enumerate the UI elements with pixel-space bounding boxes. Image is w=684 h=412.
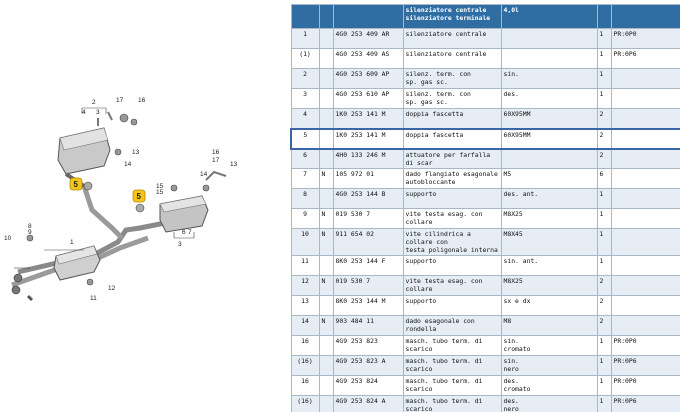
- exhaust-pipe-upper: [84, 186, 122, 238]
- code-cell: PR:0P6: [611, 356, 680, 376]
- mount-hw: [87, 279, 93, 285]
- position-cell: 12: [291, 276, 319, 296]
- part-label: 7: [188, 229, 192, 236]
- note-cell: 60X95MM: [501, 109, 597, 129]
- table-row[interactable]: [291, 149, 680, 169]
- quantity-cell: 1: [597, 209, 611, 229]
- prefix-cell: [319, 356, 333, 376]
- part-number-cell: 8K0 253 144 M: [333, 296, 403, 316]
- header-cell: [597, 5, 611, 29]
- note-cell: des. cromato: [501, 376, 597, 396]
- prefix-cell: N: [319, 316, 333, 336]
- position-cell: 10: [291, 229, 319, 256]
- description-cell: silenziatore centrale: [403, 29, 501, 49]
- part-label: 16: [138, 97, 146, 104]
- part-label: 15: [156, 189, 164, 196]
- header-cell: [611, 5, 680, 29]
- code-cell: [611, 89, 680, 109]
- part-label: 9: [28, 229, 32, 236]
- code-cell: PR:0P0: [611, 29, 680, 49]
- exhaust-pipe-lower: [18, 220, 180, 272]
- rear-muffler-left: [58, 112, 112, 186]
- code-cell: [611, 69, 680, 89]
- position-cell: 5: [291, 129, 319, 149]
- center-muffler: [54, 246, 100, 280]
- quantity-cell: 1: [597, 49, 611, 69]
- callout-5-right[interactable]: [133, 190, 145, 202]
- note-cell: M8X25: [501, 276, 597, 296]
- prefix-cell: [319, 109, 333, 129]
- callout-5-left[interactable]: [70, 178, 82, 190]
- clamp-hw: [84, 182, 92, 190]
- prefix-cell: [319, 376, 333, 396]
- part-label: 17: [116, 97, 124, 104]
- quantity-cell: 2: [597, 129, 611, 149]
- part-number-cell: 4G9 253 824: [333, 376, 403, 396]
- callout-label: 5: [73, 180, 78, 189]
- prefix-cell: [319, 396, 333, 412]
- table-row[interactable]: [291, 69, 680, 89]
- bracket-hw: [171, 185, 177, 191]
- prefix-cell: [319, 189, 333, 209]
- part-label: 3: [178, 241, 182, 248]
- table-row[interactable]: [291, 356, 680, 376]
- position-cell: 7: [291, 169, 319, 189]
- part-label: 2: [92, 99, 96, 106]
- description-cell: silenziatore centrale: [403, 49, 501, 69]
- position-cell: 13: [291, 296, 319, 316]
- part-number-cell: 4G0 253 609 AP: [333, 69, 403, 89]
- code-cell: [611, 209, 680, 229]
- quantity-cell: 1: [597, 89, 611, 109]
- note-cell: M8X25: [501, 209, 597, 229]
- table-row[interactable]: [291, 316, 680, 336]
- part-label: 11: [90, 295, 97, 302]
- table-row[interactable]: [291, 109, 680, 129]
- note-cell: M8X45: [501, 229, 597, 256]
- clamp-hw: [120, 114, 128, 122]
- part-number-cell: 4G0 253 144 B: [333, 189, 403, 209]
- note-cell: sin. nero: [501, 356, 597, 376]
- code-cell: [611, 129, 680, 149]
- code-cell: [611, 276, 680, 296]
- table-header: [291, 5, 680, 29]
- note-cell: [501, 29, 597, 49]
- note-cell: sin. ant.: [501, 256, 597, 276]
- parts-table: [290, 4, 680, 412]
- position-cell: 3: [291, 89, 319, 109]
- note-cell: [501, 49, 597, 69]
- table-row[interactable]: [291, 89, 680, 109]
- part-label: 6: [182, 229, 186, 236]
- table-row[interactable]: [291, 189, 680, 209]
- note-cell: sin.: [501, 69, 597, 89]
- position-cell: 16: [291, 336, 319, 356]
- clamp-hw: [131, 119, 137, 125]
- description-cell: silenz. term. con sp. gas sc.: [403, 89, 501, 109]
- position-cell: 6: [291, 149, 319, 169]
- part-number-cell: 019 530 7: [333, 209, 403, 229]
- quantity-cell: 2: [597, 296, 611, 316]
- part-number-cell: 8K0 253 144 F: [333, 256, 403, 276]
- code-cell: [611, 316, 680, 336]
- quantity-cell: 2: [597, 316, 611, 336]
- part-number-cell: 4G9 253 823: [333, 336, 403, 356]
- quantity-cell: 1: [597, 29, 611, 49]
- note-cell: des. ant.: [501, 189, 597, 209]
- clamp-hw: [136, 204, 144, 212]
- description-cell: vite testa esag. con collare: [403, 276, 501, 296]
- position-cell: 4: [291, 109, 319, 129]
- description-cell: silenz. term. con sp. gas sc.: [403, 69, 501, 89]
- parts-table-container[interactable]: [290, 4, 680, 412]
- description-cell: supporto: [403, 256, 501, 276]
- prefix-cell: [319, 256, 333, 276]
- part-number-cell: 4G9 253 823 A: [333, 356, 403, 376]
- part-label: 3: [96, 109, 100, 116]
- description-cell: masch. tubo term. di scarico: [403, 336, 501, 356]
- table-row[interactable]: [291, 169, 680, 189]
- quantity-cell: 2: [597, 276, 611, 296]
- part-number-cell: 911 654 02: [333, 229, 403, 256]
- quantity-cell: 1: [597, 376, 611, 396]
- code-cell: PR:0P6: [611, 49, 680, 69]
- description-cell: dado flangiato esagonale autobloccante: [403, 169, 501, 189]
- quantity-cell: 2: [597, 149, 611, 169]
- tail-tip: [14, 274, 22, 282]
- description-cell: doppia fascetta: [403, 129, 501, 149]
- code-cell: [611, 149, 680, 169]
- code-cell: [611, 109, 680, 129]
- prefix-cell: [319, 29, 333, 49]
- prefix-cell: N: [319, 229, 333, 256]
- part-number-cell: 4G9 253 824 A: [333, 396, 403, 412]
- part-label: 4: [82, 109, 86, 116]
- position-cell: (1): [291, 49, 319, 69]
- bracket-hw: [203, 185, 209, 191]
- header-cell: [291, 5, 319, 29]
- exhaust-diagram-drawing: [0, 0, 286, 412]
- code-cell: PR:0P6: [611, 396, 680, 412]
- description-cell: doppia fascetta: [403, 109, 501, 129]
- position-cell: (16): [291, 396, 319, 412]
- code-cell: PR:0P0: [611, 376, 680, 396]
- callout-label: 5: [136, 192, 141, 201]
- part-label: 8: [28, 223, 32, 230]
- part-number-cell: 4H0 133 246 M: [333, 149, 403, 169]
- rear-muffler-right: [160, 172, 226, 232]
- table-row[interactable]: [291, 229, 680, 256]
- table-row[interactable]: [291, 296, 680, 316]
- part-number-cell: 4G0 253 409 AR: [333, 29, 403, 49]
- description-cell: vite cilindrica a collare con testa poligonale interna: [403, 229, 501, 256]
- quantity-cell: 1: [597, 256, 611, 276]
- header-cell: 4,0l: [501, 5, 597, 29]
- position-cell: 9: [291, 209, 319, 229]
- prefix-cell: [319, 336, 333, 356]
- part-label: 14: [124, 161, 132, 168]
- position-cell: 16: [291, 376, 319, 396]
- header-cell: [319, 5, 333, 29]
- prefix-cell: [319, 296, 333, 316]
- part-number-cell: 105 972 01: [333, 169, 403, 189]
- table-row[interactable]: [291, 29, 680, 49]
- quantity-cell: 1: [597, 189, 611, 209]
- quantity-cell: 6: [597, 169, 611, 189]
- part-label: 12: [108, 285, 116, 292]
- note-cell: M8: [501, 316, 597, 336]
- part-number-cell: 903 484 11: [333, 316, 403, 336]
- note-cell: 60X95MM: [501, 129, 597, 149]
- part-label: 10: [4, 235, 12, 242]
- part-number-cell: 019 530 7: [333, 276, 403, 296]
- part-number-cell: 4G0 253 610 AP: [333, 89, 403, 109]
- quantity-cell: 1: [597, 69, 611, 89]
- note-cell: M5: [501, 169, 597, 189]
- table-row[interactable]: [291, 49, 680, 69]
- part-label: 1: [70, 239, 74, 246]
- prefix-cell: N: [319, 209, 333, 229]
- note-cell: des. nero: [501, 396, 597, 412]
- part-number-cell: 4G0 253 409 AS: [333, 49, 403, 69]
- position-cell: 14: [291, 316, 319, 336]
- description-cell: masch. tubo term. di scarico: [403, 356, 501, 376]
- part-label: 17: [212, 157, 220, 164]
- table-row[interactable]: [291, 209, 680, 229]
- header-cell: silenziatore centrale silenziatore terminale: [403, 5, 501, 29]
- description-cell: masch. tubo term. di scarico: [403, 396, 501, 412]
- prefix-cell: N: [319, 169, 333, 189]
- quantity-cell: 1: [597, 356, 611, 376]
- code-cell: [611, 169, 680, 189]
- prefix-cell: N: [319, 276, 333, 296]
- description-cell: supporto: [403, 296, 501, 316]
- header-cell: [333, 5, 403, 29]
- prefix-cell: [319, 49, 333, 69]
- bracket-hw: [115, 149, 121, 155]
- code-cell: [611, 189, 680, 209]
- quantity-cell: 2: [597, 109, 611, 129]
- quantity-cell: 1: [597, 336, 611, 356]
- note-cell: [501, 149, 597, 169]
- code-cell: PR:0P0: [611, 336, 680, 356]
- code-cell: [611, 296, 680, 316]
- position-cell: 2: [291, 69, 319, 89]
- exhaust-diagram: [0, 0, 286, 412]
- description-cell: dado esagonale con rondella: [403, 316, 501, 336]
- quantity-cell: 1: [597, 229, 611, 256]
- table-row[interactable]: [291, 276, 680, 296]
- note-cell: sx e dx: [501, 296, 597, 316]
- part-label: 15: [156, 183, 164, 190]
- table-row[interactable]: [291, 129, 680, 149]
- quantity-cell: 1: [597, 396, 611, 412]
- tail-tip: [12, 286, 20, 294]
- code-cell: [611, 256, 680, 276]
- note-cell: sin. cromato: [501, 336, 597, 356]
- position-cell: 11: [291, 256, 319, 276]
- prefix-cell: [319, 149, 333, 169]
- table-row[interactable]: [291, 376, 680, 396]
- description-cell: vite testa esag. con collare: [403, 209, 501, 229]
- position-cell: 1: [291, 29, 319, 49]
- code-cell: [611, 229, 680, 256]
- prefix-cell: [319, 89, 333, 109]
- part-number-cell: 1K0 253 141 M: [333, 129, 403, 149]
- prefix-cell: [319, 69, 333, 89]
- note-cell: des.: [501, 89, 597, 109]
- part-label: 16: [212, 149, 220, 156]
- description-cell: supporto: [403, 189, 501, 209]
- prefix-cell: [319, 129, 333, 149]
- part-label: 14: [200, 171, 208, 178]
- table-row[interactable]: [291, 256, 680, 276]
- table-row[interactable]: [291, 396, 680, 412]
- part-label: 13: [230, 161, 238, 168]
- part-number-cell: 1K0 253 141 M: [333, 109, 403, 129]
- table-row[interactable]: [291, 336, 680, 356]
- part-label: 13: [132, 149, 140, 156]
- position-cell: 8: [291, 189, 319, 209]
- description-cell: masch. tubo term. di scarico: [403, 376, 501, 396]
- tailpipe-left: [28, 296, 32, 300]
- position-cell: (16): [291, 356, 319, 376]
- description-cell: attuatore per farfalla di scar: [403, 149, 501, 169]
